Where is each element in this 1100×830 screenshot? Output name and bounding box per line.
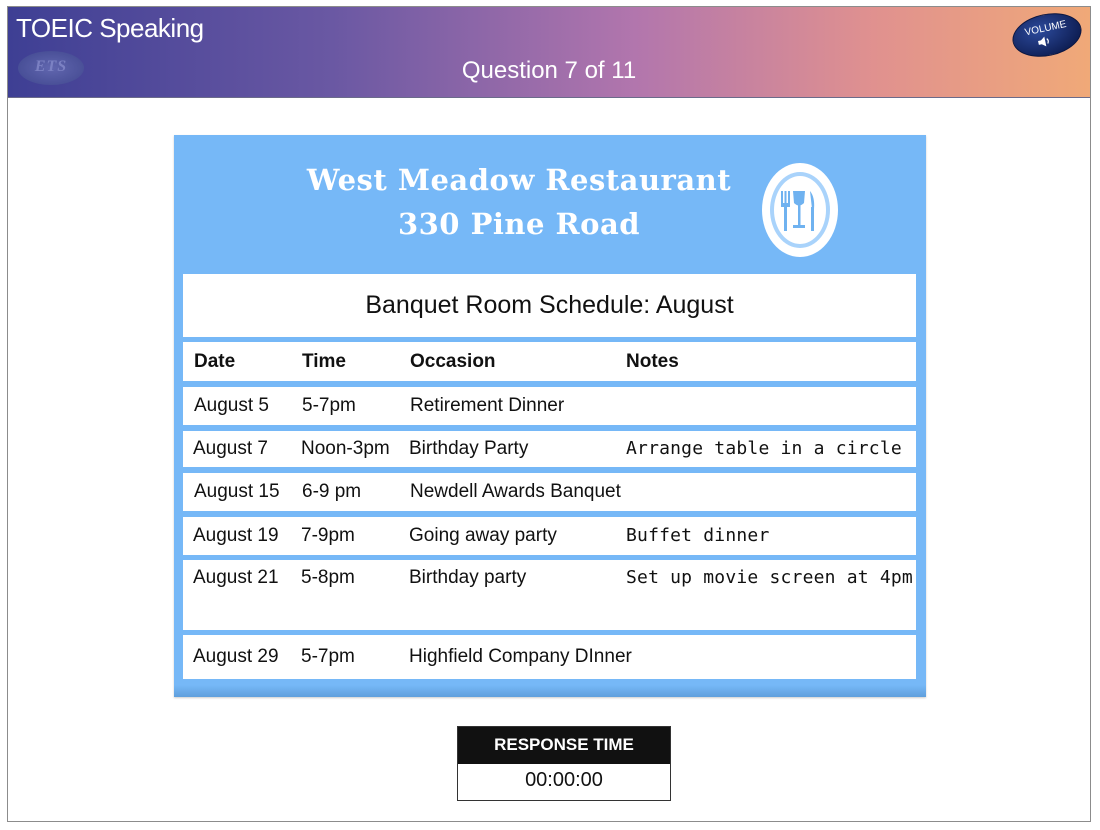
cell-time: Noon-3pm [301,438,390,459]
response-time-label: RESPONSE TIME [458,727,670,764]
cell-occasion: Newdell Awards Banquet [410,481,621,502]
restaurant-address: 330 Pine Road [397,207,641,241]
cell-date: August 5 [194,395,269,416]
app-title: TOEIC Speaking [16,13,204,43]
table-row [183,431,916,467]
cell-time: 6-9 pm [302,481,362,502]
header-bar [8,7,1090,98]
table-row [183,387,916,425]
cell-notes: Set up movie screen at 4pm [626,567,913,588]
column-header-time: Time [302,351,347,372]
speaker-icon [1035,33,1057,49]
cell-time: 5-7pm [302,395,356,416]
cell-occasion: Retirement Dinner [410,395,565,416]
cell-date: August 7 [193,438,268,459]
cell-occasion: Birthday party [409,567,527,588]
plate-cutlery-icon [760,161,840,259]
card-shade [174,685,926,697]
volume-label: VOLUME [1023,18,1068,39]
cell-time: 5-8pm [301,567,355,588]
cell-occasion: Going away party [409,525,557,546]
restaurant-name: West Meadow Restaurant [306,163,732,197]
table-row [183,635,916,679]
question-counter: Question 7 of 11 [461,57,637,84]
response-time-value: 00:00:00 [525,769,603,791]
column-header-notes: Notes [626,351,679,372]
schedule-title: Banquet Room Schedule: August [365,291,734,319]
cell-time: 5-7pm [301,646,355,667]
cell-notes: Buffet dinner [626,525,770,546]
cell-date: August 21 [193,567,279,588]
schedule-title-box [183,274,916,337]
response-time-box [457,726,671,801]
ets-logo-text: ETS [34,58,68,75]
column-header-occasion: Occasion [410,351,496,372]
cell-date: August 15 [194,481,280,502]
table-row [183,517,916,555]
schedule-card [174,135,926,697]
cell-occasion: Birthday Party [409,438,529,459]
column-header-date: Date [194,351,236,372]
cell-notes: Arrange table in a circle [626,438,902,459]
cell-date: August 29 [193,646,279,667]
cell-date: August 19 [193,525,279,546]
table-row [183,560,916,630]
table-row [183,473,916,511]
table-header-row [183,342,916,381]
cell-time: 7-9pm [301,525,355,546]
cell-occasion: Highfield Company DInner [409,646,632,667]
